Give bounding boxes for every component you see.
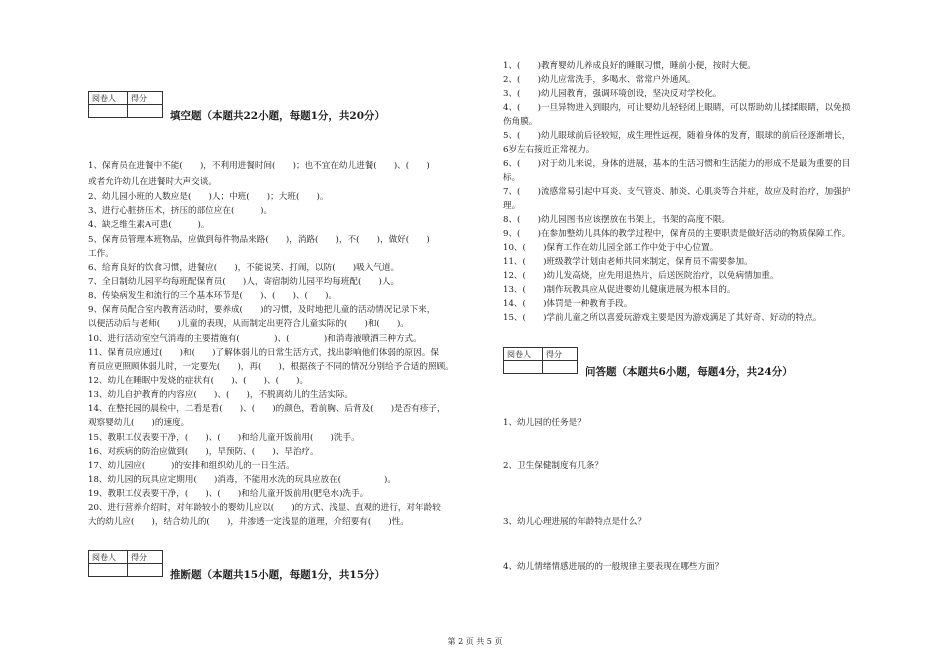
fill-line: 20、进行营养介绍时，对年龄较小的婴幼儿应以( )的方式、浅显、直观的进行，对年龄较	[88, 503, 441, 513]
score-label: 得分	[128, 92, 163, 105]
judge-line: 11、( )班级教学计划由老师共同来制定，保育员不需要参加。	[503, 257, 753, 267]
fill-section-title: 填空题（本题共22小题，每题1分，共20分）	[170, 110, 386, 122]
fill-line: 育员应更照顾体弱儿时，一定要先( )，再( )，根据孩子不同的情况分别给予合适的照顾。	[88, 362, 454, 372]
page-footer: 第 2 页 共 5 页	[447, 637, 503, 646]
qa-question: 3、幼儿心理进展的年龄特点是什么？	[503, 517, 646, 527]
fill-line: 5、保育员管理本班物品，应做到每件物品来路( )，消路( )，不( )，做好( )	[88, 235, 430, 245]
fill-line: 9、保育员配合室内教育活动时，要养成( )的习惯，及时地把儿童的活动情况记录下来，	[88, 305, 436, 315]
qa-question: 4、幼儿情绪情感进展的的一般规律主要表现在哪些方面？	[503, 562, 724, 572]
reviewer-cell[interactable]	[89, 105, 128, 118]
fill-line: 12、幼儿在睡眠中发烧的症状有( )、( )、( )。	[88, 376, 309, 386]
fill-line: 15、教职工仪表要干净，( )、( )和给儿童开饭前用( )洗手。	[88, 433, 360, 443]
score-box-qa	[503, 347, 578, 374]
fill-line: 17、幼儿园应( )的安排和组织幼儿的一日生活。	[88, 461, 295, 471]
judge-line: 6、( )对于幼儿来说，身体的进展，基本的生活习惯和生活能力的形成不是最为重要的目	[503, 159, 851, 169]
reviewer-label: 阅卷人	[504, 348, 543, 361]
score-label: 得分	[128, 551, 163, 564]
fill-line: 13、幼儿自护教育的内容应( )、( )，不脱离幼儿的生活实际。	[88, 390, 353, 400]
fill-line: 或者允许幼儿在进餐时大声交谈。	[88, 177, 217, 187]
fill-line: 6、给育良好的饮食习惯，进餐应( )，不能说笑、打闹，以防( )吸入气道。	[88, 263, 400, 273]
reviewer-label: 阅卷人	[89, 92, 128, 105]
fill-line: 以便活动后与老师( )儿童的表现，从而制定出更符合儿童实际的( )和( )。	[88, 319, 409, 329]
judge-line: 13、( )制作玩教具应从促进婴幼儿健康进展为根本目的。	[503, 285, 736, 295]
fill-line: 工作。	[88, 249, 114, 259]
score-cell[interactable]	[543, 361, 578, 374]
judge-line: 5、( )幼儿眼球前后径较短，成生理性远视，随着身体的发育，眼球的前后径逐渐增长，	[503, 131, 851, 141]
judge-line: 伤角膜。	[503, 117, 538, 127]
qa-question: 2、卫生保健制度有几条？	[503, 461, 603, 471]
judge-line: 3、( )幼儿园教育，强调环境创设，坚决反对学校化。	[503, 89, 722, 99]
judge-line: 12、( )幼儿发高烧，应先用退热片，后送医院治疗，以免病情加重。	[503, 271, 779, 281]
judge-line: 8、( )幼儿园图书应该摆放在书架上，书架的高度不限。	[503, 215, 731, 225]
reviewer-cell[interactable]	[504, 361, 543, 374]
fill-line: 14、在整托园的晨检中，二看是看( )、( )的颜色，看前胸、后背及( )是否有疹子，	[88, 404, 446, 414]
fill-line: 11、保育员应通过( )和( )了解体弱儿的日常生活方式，找出影响他们体弱的原因。保	[88, 348, 439, 358]
fill-line: 7、全日制幼儿园平均每班配保育员( )人，寄宿制幼儿园平均每班配( )人。	[88, 277, 400, 287]
qa-section-title: 问答题（本题共6小题，每题4分，共24分）	[585, 366, 793, 378]
judge-section-title: 推断题（本题共15小题，每题1分，共15分）	[170, 569, 386, 581]
score-label: 得分	[543, 348, 578, 361]
judge-line: 15、( )学前儿童之所以喜爱玩游戏主要是因为游戏满足了其好奇、好动的特点。	[503, 313, 822, 323]
score-box-fill	[88, 91, 163, 118]
judge-line: 6岁左右接近正常视力。	[503, 145, 595, 155]
fill-line: 16、对疾病的防治应做到( )，早预防、( )、早治疗。	[88, 447, 319, 457]
judge-line: 理。	[503, 201, 521, 211]
fill-line: 大的幼儿应( )，结合幼儿的( )，并渗透一定浅显的道理，介绍要有( )性。	[88, 517, 409, 527]
fill-line: 观察婴幼儿( )的速度。	[88, 418, 190, 428]
qa-question: 1、幼儿园的任务是？	[503, 418, 586, 428]
fill-line: 4、缺乏维生素A可患( )。	[88, 220, 210, 230]
fill-line: 8、传染病发生和流行的三个基本环节是( )、( )、( )。	[88, 291, 338, 301]
reviewer-label: 阅卷人	[89, 551, 128, 564]
judge-line: 1、( )教育婴幼儿养成良好的睡眠习惯，睡前小便，按时大便。	[503, 61, 756, 71]
fill-line: 10、进行活动室空气消毒的主要措施有( )、( )和消毒液喷洒三种方式。	[88, 334, 422, 344]
fill-line: 1、保育员在进餐中不能( )，不利用进餐时间( )；也不宜在幼儿进餐( )、( )	[88, 161, 430, 171]
fill-line: 19、教职工仪表要干净，( )、( )和给儿童开饭前用(肥皂水)洗手。	[88, 489, 369, 499]
judge-line: 2、( )幼儿应常洗手，多喝水、常常户外通风。	[503, 75, 696, 85]
judge-line: 4、( )一旦异物进入到眼内，可让婴幼儿轻轻闭上眼睛，可以帮助幼儿揉揉眼睛，以免损	[503, 103, 851, 113]
judge-line: 标。	[503, 173, 521, 183]
fill-line: 3、进行心脏挤压术，挤压的部位应在( )。	[88, 206, 273, 216]
score-cell[interactable]	[128, 564, 163, 577]
fill-line: 2、幼儿园小班的人数应是( )人；中班( )；大班( )。	[88, 192, 329, 202]
judge-line: 14、( )体罚是一种教育手段。	[503, 299, 633, 309]
judge-line: 7、( )流感常易引起中耳炎、支气管炎、肺炎、心肌炎等合并症，故应及时治疗，加强护	[503, 187, 851, 197]
fill-line: 18、幼儿园的玩具应定期用( )消毒，不能用水洗的玩具应放在( )。	[88, 475, 396, 485]
reviewer-cell[interactable]	[89, 564, 128, 577]
judge-line: 10、( )保育工作在幼儿园全部工作中处于中心位置。	[503, 243, 719, 253]
judge-line: 9、( )在参加整幼儿具体的教学过程中，保育员的主要职责是做好活动的物质保障工作。	[503, 229, 851, 239]
score-cell[interactable]	[128, 105, 163, 118]
score-box-judge	[88, 550, 163, 577]
